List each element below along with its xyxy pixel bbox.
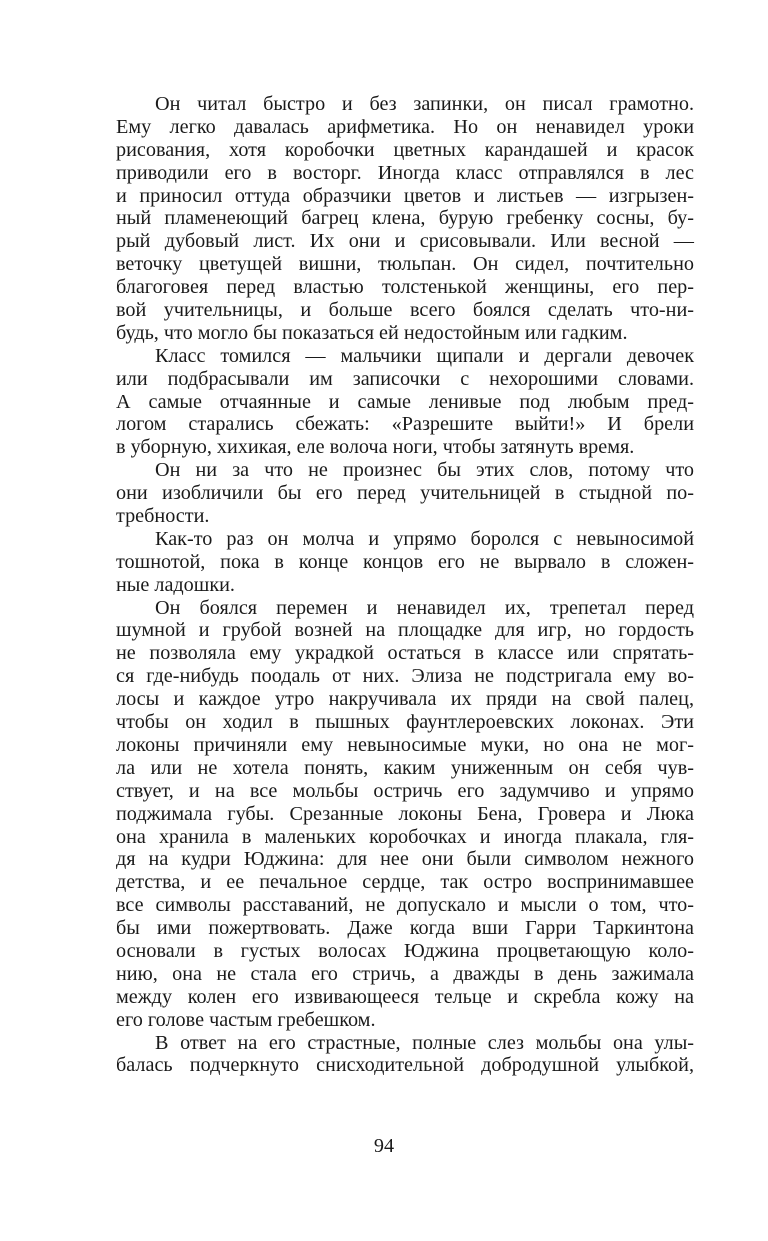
text-line: Класс томился — мальчики щипали и дергали девочек [155, 344, 694, 367]
text-line: между колен его извивающееся тельце и скребла кожу на [116, 985, 694, 1008]
text-line: чтобы он ходил в пышных фаунтлероевских локонах. Эти [116, 711, 694, 734]
text-line: логом старались сбежать: «Разрешите выйти!» И брели [116, 413, 694, 436]
text-line: ся где-нибудь поодаль от них. Элиза не подстригала ему во- [116, 665, 694, 688]
text-line: основали в густых волосах Юджина процветающую коло- [116, 939, 694, 962]
text-line: Ему легко давалась арифметика. Но он ненавидел уроки [116, 115, 694, 138]
text-line: шумной и грубой возней на площадке для игр, но гордость [116, 619, 694, 642]
text-line: А самые отчаянные и самые ленивые под любым пред- [116, 390, 694, 413]
text-line: не позволяла ему украдкой остаться в классе или спрятать- [116, 642, 694, 665]
text-line: поджимала губы. Срезанные локоны Бена, Гровера и Люка [116, 802, 694, 825]
page-number: 94 [373, 1135, 395, 1157]
page-body [116, 93, 694, 1077]
text-line: ные ладошки. [116, 573, 235, 596]
text-line: балась подчеркнуто снисходительной добродушной улыбкой, [116, 1054, 694, 1077]
text-line: Он читал быстро и без запинки, он писал грамотно. [155, 93, 694, 115]
text-line: все символы расставаний, не допускало и мысли о том, что- [116, 894, 694, 917]
text-line: благоговея перед властью толстенькой женщины, его пер- [116, 276, 694, 299]
text-line: тошнотой, пока в конце концов его не вырвало в сложен- [116, 550, 694, 573]
text-line: Как-то раз он молча и упрямо боролся с невыносимой [155, 527, 694, 550]
text-line: будь, что могло бы показаться ей недостойным или гадким. [116, 321, 628, 344]
text-line: она хранила в маленьких коробочках и иногда плакала, гля- [116, 825, 694, 848]
text-line: В ответ на его страстные, полные слез мольбы она улы- [155, 1031, 694, 1054]
text-line: вой учительницы, и больше всего боялся сделать что-ни- [116, 299, 694, 322]
text-line: Он ни за что не произнес бы этих слов, потому что [155, 459, 694, 482]
text-line: или подбрасывали им записочки с нехорошими словами. [116, 367, 694, 390]
text-line: его голове частым гребешком. [116, 1008, 376, 1031]
text-line: ный пламенеющий багрец клена, бурую гребенку сосны, бу- [116, 207, 694, 230]
text-line: лосы и каждое утро накручивала их пряди на свой палец, [116, 688, 694, 711]
text-line: бы ими пожертвовать. Даже когда вши Гарри Таркинтона [116, 917, 694, 940]
text-line: и приносил оттуда образчики цветов и листьев — изгрызен- [116, 184, 694, 207]
text-line: приводили его в восторг. Иногда класс отправлялся в лес [116, 161, 694, 184]
text-line: ла или не хотела понять, каким униженным он себя чув- [116, 756, 694, 779]
text-line: нию, она не стала его стричь, а дважды в день зажимала [116, 962, 694, 985]
text-line: дя на кудри Юджина: для нее они были символом нежного [116, 848, 694, 871]
text-line: ствует, и на все мольбы остричь его задумчиво и упрямо [116, 779, 694, 802]
text-line: локоны причиняли ему невыносимые муки, но она не мог- [116, 733, 694, 756]
text-line: рисования, хотя коробочки цветных карандашей и красок [116, 138, 694, 161]
text-line: в уборную, хихикая, еле волоча ноги, чтобы затянуть время. [116, 436, 635, 459]
text-line: рый дубовый лист. Их они и срисовывали. Или весной — [116, 230, 694, 253]
text-line: веточку цветущей вишни, тюльпан. Он сидел, почтительно [116, 253, 694, 276]
text-line: они изобличили бы его перед учительницей в стыдной по- [116, 482, 694, 505]
text-line: требности. [116, 505, 210, 528]
text-line: Он боялся перемен и ненавидел их, трепетал перед [155, 596, 694, 619]
text-line: детства, и ее печальное сердце, так остро воспринимавшее [116, 871, 694, 894]
